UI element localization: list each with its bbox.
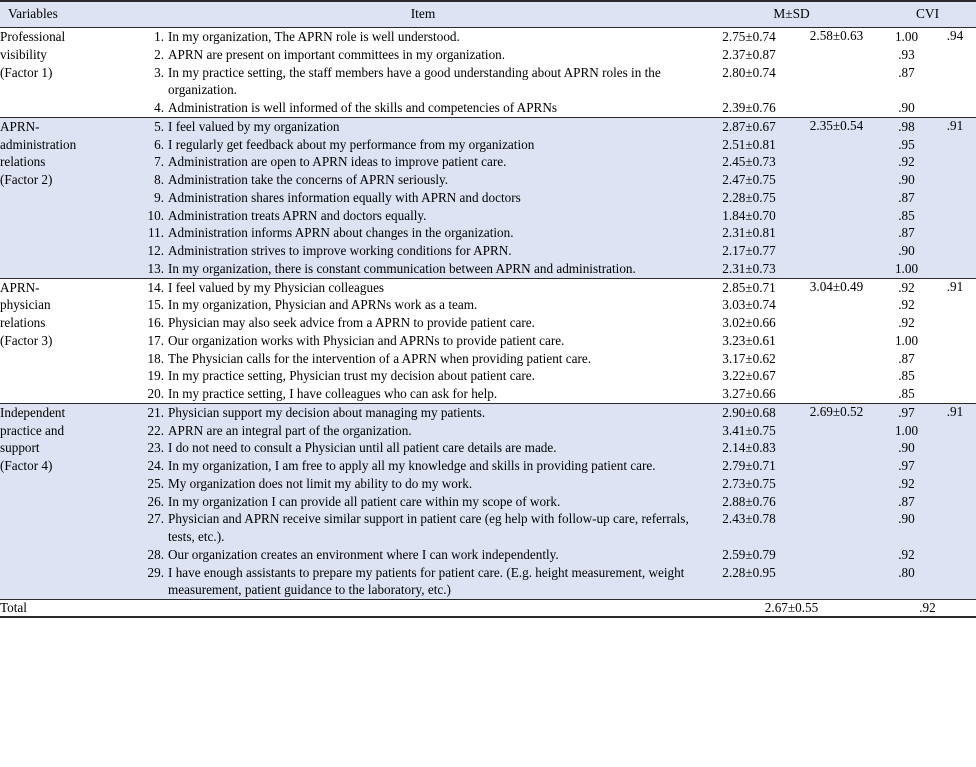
list-item xyxy=(142,546,704,564)
item-number: 14. xyxy=(147,279,164,295)
item-cvi: .90 xyxy=(898,511,915,527)
item-msd: 3.27±0.66 xyxy=(722,386,776,401)
variable-line: physician xyxy=(0,297,51,313)
item-cvi-cell xyxy=(879,403,934,599)
list-item xyxy=(142,242,704,260)
list-item xyxy=(142,439,704,457)
item-msd: 2.28±0.75 xyxy=(722,189,776,205)
item-text: The Physician calls for the intervention of a APRN when providing patient care. xyxy=(168,350,591,366)
table-row xyxy=(0,403,976,599)
item-text: Our organization works with Physician and APRNs to provide patient care. xyxy=(168,332,565,348)
item-number: 18. xyxy=(147,350,164,366)
list-item xyxy=(142,46,704,64)
item-text: Administration informs APRN about changes in the organization. xyxy=(168,225,514,241)
item-msd: 2.51±0.81 xyxy=(722,136,776,152)
item-number: 26. xyxy=(147,493,164,509)
item-cvi-cell xyxy=(879,278,934,403)
list-item xyxy=(142,224,704,242)
item-msd: 3.23±0.61 xyxy=(722,332,776,348)
item-cvi: .85 xyxy=(898,207,915,223)
item-text: I regularly get feedback about my performance from my organization xyxy=(168,136,535,152)
item-msd: 3.03±0.74 xyxy=(722,297,776,313)
variable-line: Independent xyxy=(0,404,66,420)
item-number: 21. xyxy=(147,404,164,420)
item-msd: 2.45±0.73 xyxy=(722,154,776,170)
variable-line: support xyxy=(0,440,40,456)
item-text: Physician may also seek advice from a APRN to provide patient care. xyxy=(168,315,535,330)
item-number: 3. xyxy=(154,64,164,80)
item-msd: 3.41±0.75 xyxy=(722,422,776,438)
item-number: 12. xyxy=(147,243,164,258)
item-cvi: .98 xyxy=(898,118,915,134)
items-cell xyxy=(142,403,704,599)
variable-cell xyxy=(0,403,142,599)
item-cvi: 1.00 xyxy=(894,29,919,44)
item-number: 17. xyxy=(147,332,164,348)
item-msd: 2.59±0.79 xyxy=(722,546,776,562)
item-text: My organization does not limit my ability to do my work. xyxy=(168,475,473,491)
item-msd-cell xyxy=(704,403,794,599)
item-msd: 2.43±0.78 xyxy=(722,511,776,527)
table-row xyxy=(0,28,976,118)
variable-line: APRN- xyxy=(0,279,40,295)
variable-cell xyxy=(0,28,142,118)
item-number: 4. xyxy=(154,100,164,115)
item-number: 8. xyxy=(154,172,164,187)
list-item xyxy=(142,422,704,440)
item-number: 9. xyxy=(154,189,164,205)
item-text: Administration take the concerns of APRN seriously. xyxy=(168,172,449,187)
item-cvi: .87 xyxy=(898,493,915,509)
item-msd: 2.79±0.71 xyxy=(722,458,776,473)
item-number: 22. xyxy=(147,422,164,438)
list-item xyxy=(142,493,704,511)
header-msd: M±SD xyxy=(704,1,879,28)
item-text: APRN are an integral part of the organization. xyxy=(168,422,412,438)
variable-line: (Factor 1) xyxy=(0,64,53,80)
variable-line: administration xyxy=(0,136,77,152)
item-cvi: .90 xyxy=(898,243,915,258)
item-cvi: .92 xyxy=(898,297,915,313)
total-msd: 2.67±0.55 xyxy=(764,600,819,615)
item-cvi: 1.00 xyxy=(894,422,919,438)
item-cvi: .92 xyxy=(898,315,915,330)
list-item xyxy=(142,332,704,350)
items-cell xyxy=(142,117,704,278)
item-text: Physician support my decision about managing my patients. xyxy=(168,404,486,420)
item-number: 6. xyxy=(154,136,164,152)
list-item xyxy=(142,153,704,171)
list-item xyxy=(142,136,704,154)
item-msd: 2.73±0.75 xyxy=(722,475,776,491)
item-msd: 2.39±0.76 xyxy=(722,100,776,115)
factor-cvi: .91 xyxy=(946,278,964,294)
item-text: In my organization, there is constant communication between APRN and administration. xyxy=(168,260,636,276)
item-msd: 2.47±0.75 xyxy=(722,172,776,187)
item-cvi-cell xyxy=(879,117,934,278)
item-text: Administration treats APRN and doctors equally. xyxy=(168,207,427,223)
item-cvi: .97 xyxy=(898,404,915,420)
item-cvi: .90 xyxy=(898,440,915,456)
item-cvi: .85 xyxy=(898,368,915,384)
item-msd: 3.17±0.62 xyxy=(722,350,776,366)
item-text: I feel valued by my Physician colleagues xyxy=(168,279,385,295)
item-cvi: .87 xyxy=(898,64,915,80)
variable-cell xyxy=(0,117,142,278)
item-msd: 2.75±0.74 xyxy=(722,29,776,44)
item-msd: 2.87±0.67 xyxy=(722,118,776,134)
item-cvi: .85 xyxy=(898,386,915,401)
item-number: 7. xyxy=(154,154,164,170)
list-item xyxy=(142,457,704,475)
item-text: Administration shares information equally with APRN and doctors xyxy=(168,189,521,205)
variable-line: APRN- xyxy=(0,118,40,134)
total-cvi: .92 xyxy=(919,600,936,615)
item-number: 10. xyxy=(147,207,164,223)
item-msd-cell xyxy=(704,117,794,278)
item-cvi: .90 xyxy=(898,100,915,115)
item-text: Physician and APRN receive similar support in patient care (eg help with follow-up care, referrals, tests, etc.). xyxy=(168,511,689,544)
item-number: 25. xyxy=(147,475,164,491)
variable-line: (Factor 4) xyxy=(0,458,53,473)
item-msd: 2.14±0.83 xyxy=(722,440,776,456)
item-msd-cell xyxy=(704,278,794,403)
list-item xyxy=(142,260,704,278)
list-item xyxy=(142,189,704,207)
list-item xyxy=(142,367,704,385)
variable-line: (Factor 2) xyxy=(0,172,53,187)
list-item xyxy=(142,28,704,46)
item-number: 20. xyxy=(147,386,164,401)
item-msd: 1.84±0.70 xyxy=(722,207,776,223)
variable-line: relations xyxy=(0,315,46,330)
item-msd: 2.88±0.76 xyxy=(722,493,776,509)
item-number: 13. xyxy=(147,260,164,276)
item-cvi: .87 xyxy=(898,225,915,241)
factor-msd: 2.35±0.54 xyxy=(794,117,879,278)
item-text: Our organization creates an environment where I can work independently. xyxy=(168,546,559,562)
item-number: 23. xyxy=(147,440,164,456)
item-number: 1. xyxy=(154,29,164,44)
item-cvi: .80 xyxy=(898,564,915,580)
variable-line: Professional xyxy=(0,29,66,44)
item-text: In my practice setting, the staff members have a good understanding about APRN roles in the organization. xyxy=(168,64,661,98)
header-variables: Variables xyxy=(0,1,142,28)
item-cvi: .92 xyxy=(898,546,915,562)
item-number: 5. xyxy=(154,118,164,134)
list-item xyxy=(142,207,704,225)
list-item xyxy=(142,350,704,368)
item-msd: 2.85±0.71 xyxy=(722,279,776,295)
list-item xyxy=(142,279,704,297)
items-cell xyxy=(142,28,704,118)
item-number: 11. xyxy=(148,225,164,241)
item-number: 15. xyxy=(147,297,164,313)
item-number: 27. xyxy=(147,511,164,527)
item-msd: 2.28±0.95 xyxy=(722,564,776,580)
table-row xyxy=(0,278,976,403)
item-number: 28. xyxy=(147,546,164,562)
factor-cvi: .91 xyxy=(934,117,976,278)
list-item xyxy=(142,314,704,332)
item-cvi: .92 xyxy=(898,475,915,491)
list-item xyxy=(142,99,704,117)
variable-line: relations xyxy=(0,154,46,170)
factor-cvi: .91 xyxy=(934,403,976,599)
variable-line: practice and xyxy=(0,422,65,438)
table-row xyxy=(0,117,976,278)
header-cvi: CVI xyxy=(879,1,976,28)
item-msd: 2.80±0.74 xyxy=(722,64,776,80)
item-cvi: .87 xyxy=(898,189,915,205)
item-text: I do not need to consult a Physician until all patient care details are made. xyxy=(168,440,557,456)
list-item xyxy=(142,118,704,136)
variable-cell xyxy=(0,278,142,403)
item-msd: 2.17±0.77 xyxy=(722,243,776,258)
item-cvi: .90 xyxy=(898,172,915,187)
item-text: In my practice setting, Physician trust my decision about patient care. xyxy=(168,368,535,384)
list-item xyxy=(142,296,704,314)
item-cvi: .92 xyxy=(898,279,915,295)
item-cvi: 1.00 xyxy=(894,260,919,276)
item-number: 16. xyxy=(147,315,164,330)
item-text: APRN are present on important committees in my organization. xyxy=(168,46,506,62)
item-text: In my practice setting, I have colleagues who can ask for help. xyxy=(168,386,498,401)
list-item xyxy=(142,64,704,100)
item-cvi: .97 xyxy=(898,458,915,473)
table-header-row xyxy=(0,1,976,28)
item-number: 24. xyxy=(147,458,164,473)
item-cvi: .87 xyxy=(898,350,915,366)
item-msd-cell xyxy=(704,28,794,118)
item-text: In my organization, The APRN role is well understood. xyxy=(168,29,460,44)
item-msd: 3.22±0.67 xyxy=(722,368,776,384)
factor-msd: 3.04±0.49 xyxy=(809,278,864,294)
item-text: I have enough assistants to prepare my patients for patient care. (E.g. height measurement, weight measurement, patient guidance to the laboratory, etc.) xyxy=(168,564,685,598)
variable-line: visibility xyxy=(0,46,47,62)
item-msd: 2.31±0.81 xyxy=(722,225,776,241)
factor-msd: 2.58±0.63 xyxy=(809,28,864,43)
total-row xyxy=(0,600,976,618)
list-item xyxy=(142,510,704,546)
total-item-spacer xyxy=(142,600,704,618)
item-text: In my organization I can provide all patient care within my scope of work. xyxy=(168,493,561,509)
variable-line: (Factor 3) xyxy=(0,332,53,348)
list-item xyxy=(142,385,704,403)
item-text: In my organization, Physician and APRNs work as a team. xyxy=(168,297,478,313)
items-cell xyxy=(142,278,704,403)
item-msd: 2.37±0.87 xyxy=(722,46,776,62)
item-msd: 2.31±0.73 xyxy=(722,260,776,276)
item-msd: 2.90±0.68 xyxy=(722,404,776,420)
item-text: In my organization, I am free to apply all my knowledge and skills in providing patient care. xyxy=(168,458,656,473)
item-msd: 3.02±0.66 xyxy=(722,315,776,330)
item-cvi: 1.00 xyxy=(894,332,919,348)
factor-cvi: .94 xyxy=(946,28,964,43)
item-text: Administration is well informed of the skills and competencies of APRNs xyxy=(168,100,557,115)
item-number: 2. xyxy=(154,46,164,62)
item-cvi: .95 xyxy=(898,136,915,152)
item-text: Administration strives to improve working conditions for APRN. xyxy=(168,243,512,258)
item-text: I feel valued by my organization xyxy=(168,118,340,134)
item-number: 19. xyxy=(147,368,164,384)
header-item: Item xyxy=(142,1,704,28)
list-item xyxy=(142,404,704,422)
list-item xyxy=(142,564,704,600)
item-cvi: .93 xyxy=(898,46,915,62)
list-item xyxy=(142,171,704,189)
total-label: Total xyxy=(0,600,27,615)
item-cvi: .92 xyxy=(898,154,915,170)
list-item xyxy=(142,475,704,493)
factor-msd: 2.69±0.52 xyxy=(794,403,879,599)
item-number: 29. xyxy=(147,564,164,580)
item-cvi-cell xyxy=(879,28,934,118)
item-text: Administration are open to APRN ideas to improve patient care. xyxy=(168,154,507,170)
